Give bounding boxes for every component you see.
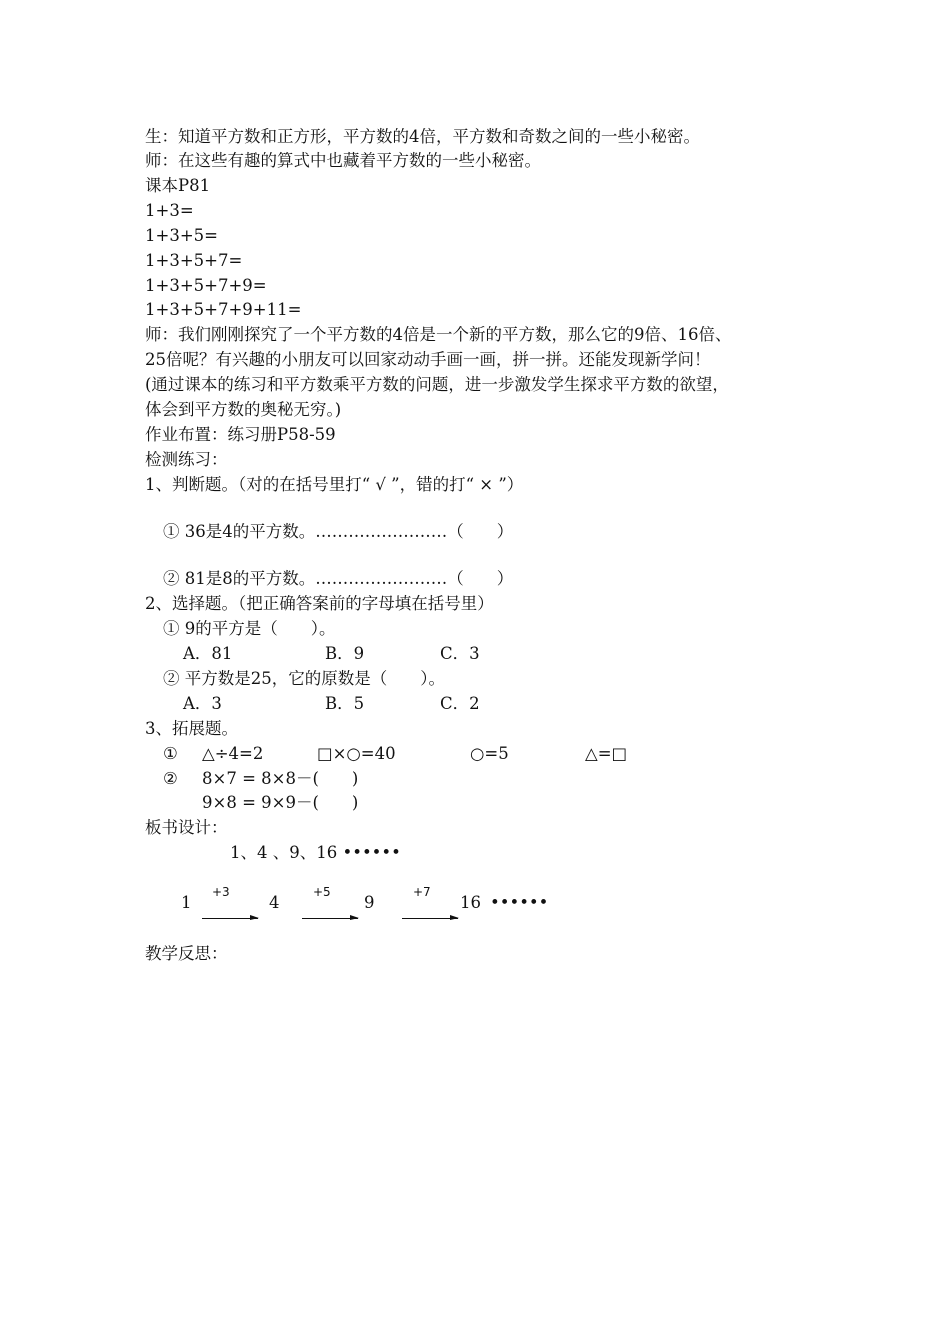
intro-line: (通过课本的练习和平方数乘平方数的问题，进一步激发学生探求平方数的欲望， xyxy=(145,375,729,394)
reflection-heading: 教学反思： xyxy=(145,944,228,963)
chain-number: 9 xyxy=(364,893,375,912)
intro-line: 课本P81 xyxy=(145,176,211,195)
board-sequence: 1、4 、9、16 •••••• xyxy=(230,843,401,862)
q1-item: ① 36是4的平方数。……………………（ ） xyxy=(163,522,514,541)
q3-marker: ② xyxy=(163,769,178,788)
q1-title: 1、判断题。（对的在括号里打“ √ ”，错的打“ × ”） xyxy=(145,475,524,494)
arrow-icon xyxy=(402,918,458,919)
q2-option: C．3 xyxy=(440,644,480,663)
intro-line: 25倍呢？有兴趣的小朋友可以回家动动手画一画，拼一拼。还能发现新学问！ xyxy=(145,350,711,369)
intro-line: 师：在这些有趣的算式中也藏着平方数的一些小秘密。 xyxy=(145,151,541,170)
chain-number: 4 xyxy=(269,893,280,912)
step-label: +3 xyxy=(212,885,230,899)
q2-stem: ① 9的平方是（ ）。 xyxy=(163,619,336,638)
equation-line: 1+3+5+7+9= xyxy=(145,276,267,295)
q3-expr: △=□ xyxy=(585,744,628,763)
step-label: +5 xyxy=(313,885,331,899)
q3-expr: ○=5 xyxy=(470,744,509,763)
q3-expr: 8×7 = 8×8－( ) xyxy=(202,769,359,788)
q3-marker: ① xyxy=(163,744,178,763)
intro-line: 体会到平方数的奥秘无穷。) xyxy=(145,400,342,419)
equation-line: 1+3+5+7+9+11= xyxy=(145,300,302,319)
q2-option: A．81 xyxy=(183,644,233,663)
q2-option: B．9 xyxy=(325,644,365,663)
exercise-heading: 检测练习： xyxy=(145,450,228,469)
q1-item: ② 81是8的平方数。……………………（ ） xyxy=(163,569,514,588)
chain-number: 1 xyxy=(181,893,192,912)
q3-expr: □×○=40 xyxy=(317,744,396,763)
q2-option: A．3 xyxy=(183,694,222,713)
q2-option: B．5 xyxy=(325,694,365,713)
chain-ellipsis: •••••• xyxy=(490,893,549,912)
intro-line: 师：我们刚刚探究了一个平方数的4倍是一个新的平方数，那么它的9倍、16倍、 xyxy=(145,325,732,344)
homework-line: 作业布置：练习册P58-59 xyxy=(145,425,336,444)
intro-line: 生：知道平方数和正方形，平方数的4倍，平方数和奇数之间的一些小秘密。 xyxy=(145,127,700,146)
q2-stem: ② 平方数是25，它的原数是（ ）。 xyxy=(163,669,445,688)
chain-number: 16 xyxy=(460,893,481,912)
q3-expr: 9×8 = 9×9－( ) xyxy=(202,793,359,812)
arrow-icon xyxy=(202,918,258,919)
step-label: +7 xyxy=(413,885,431,899)
q2-option: C．2 xyxy=(440,694,480,713)
equation-line: 1+3= xyxy=(145,201,194,220)
q2-title: 2、选择题。（把正确答案前的字母填在括号里） xyxy=(145,594,494,613)
equation-line: 1+3+5= xyxy=(145,226,218,245)
q3-expr: △÷4=2 xyxy=(202,744,264,763)
q3-title: 3、拓展题。 xyxy=(145,719,238,738)
board-title: 板书设计： xyxy=(145,818,228,837)
arrow-icon xyxy=(302,918,358,919)
equation-line: 1+3+5+7= xyxy=(145,251,243,270)
